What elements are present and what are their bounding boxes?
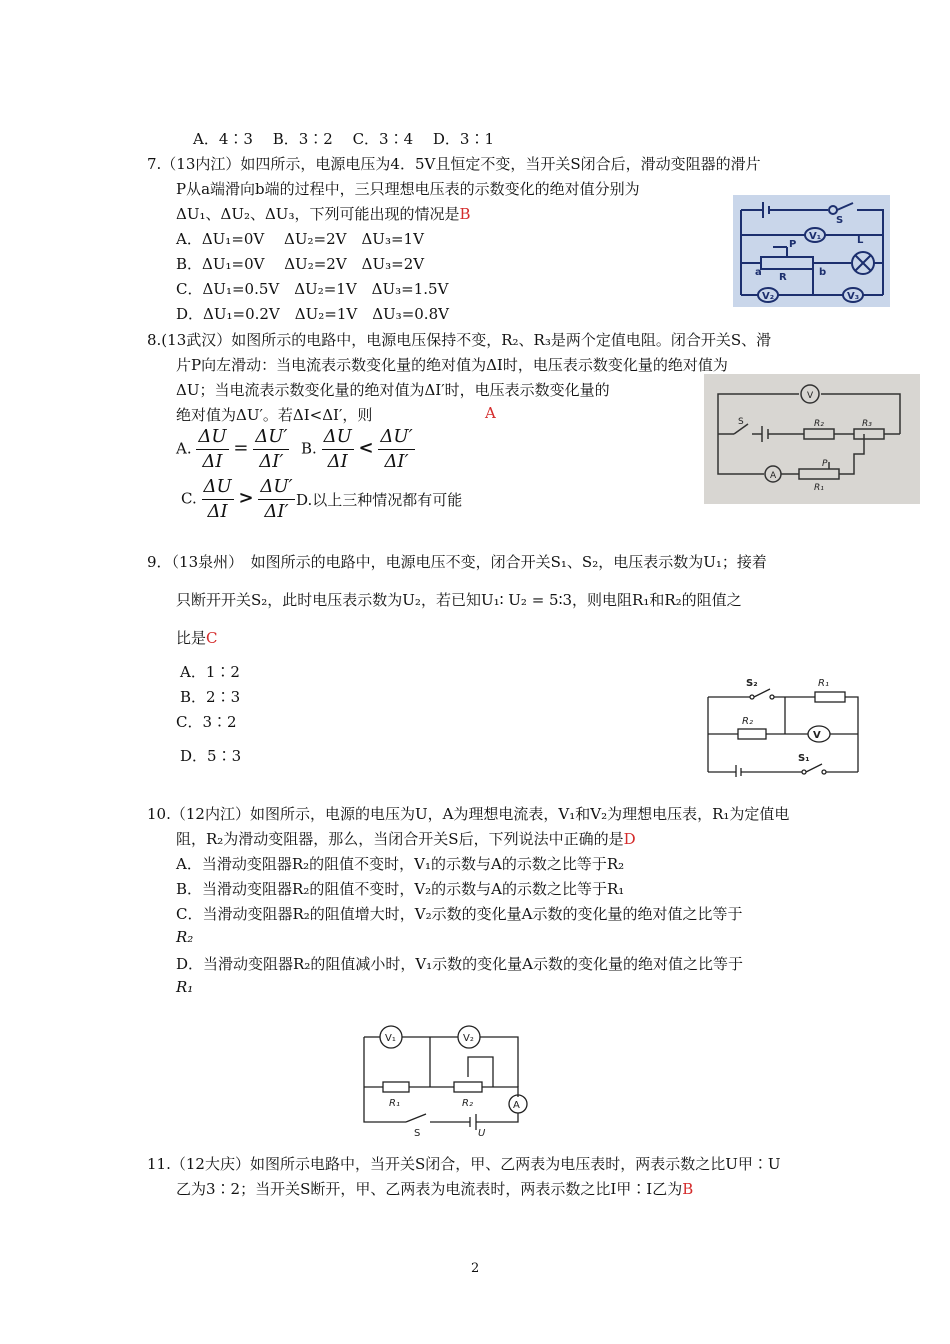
q10-label-v2: V₂	[463, 1033, 474, 1044]
q9-label-r2: R₂	[742, 716, 753, 727]
q9-line2: 只断开开关S₂，此时电压表示数为U₂，若已知U₁∶ U₂ = 5∶3，则电阻R₁和R₂的阻值之	[176, 591, 742, 609]
q7-option-c: C．ΔU₁=0.5V ΔU₂=1V ΔU₃=1.5V	[176, 280, 449, 298]
q10-option-c-line2: R₂	[176, 928, 194, 946]
q9-option-a: A．1∶2	[180, 663, 240, 681]
q9-label-s1: S₁	[798, 753, 810, 764]
q8-line1: 8.(13武汉）如图所示的电路中，电源电压保持不变，R₂、R₃是两个定值电阻。闭合开关S、滑	[147, 331, 772, 349]
q10-line1: 10.（12内江）如图所示，电源的电压为U，A为理想电流表，V₁和V₂为理想电压表，R₁为定值电	[147, 805, 790, 823]
q7-answer: B	[459, 205, 471, 223]
q7-option-b: B．ΔU₁=0V ΔU₂=2V ΔU₃=2V	[176, 255, 425, 273]
q9-circuit-figure	[700, 672, 865, 777]
q7-option-a: A．ΔU₁=0V ΔU₂=2V ΔU₃=1V	[176, 230, 424, 248]
q10-answer: D	[623, 830, 636, 848]
q9-line1: 9．（13泉州） 如图所示的电路中，电源电压不变，闭合开关S₁、S₂，电压表示数为U₁；接着	[147, 553, 767, 571]
q7-label-b: b	[819, 267, 827, 278]
q7-label-r: R	[779, 272, 787, 283]
q9-option-c: C．3∶2	[176, 713, 237, 731]
q7-label-p: P	[789, 239, 797, 250]
q9-label-s2: S₂	[746, 678, 758, 689]
q7-figure-background	[733, 195, 890, 307]
q10-option-d-line2: R₁	[176, 978, 194, 996]
q9-line3: 比是C	[176, 629, 218, 647]
q10-option-d-line1: D．当滑动变阻器R₂的阻值减小时，V₁示数的变化量A示数的变化量的绝对值之比等于	[176, 955, 744, 973]
q7-option-d: D．ΔU₁=0.2V ΔU₂=1V ΔU₃=0.8V	[176, 305, 449, 323]
q11-line1: 11.（12大庆）如图所示电路中，当开关S闭合，甲、乙两表为电压表时，两表示数之比U甲∶U	[147, 1155, 781, 1173]
q7-line3: ΔU₁、ΔU₂、ΔU₃，下列可能出现的情况是B	[176, 205, 471, 223]
q8-label-p: P	[822, 459, 828, 469]
q7-label-s: S	[836, 215, 844, 226]
q7-label-v1: V₁	[809, 231, 822, 242]
q6-options: A．4∶3 B．3∶2 C．3∶4 D．3∶1	[193, 130, 495, 148]
q7-label-v3: V₃	[847, 291, 860, 302]
q8-answer: A	[485, 404, 496, 422]
q9-answer: C	[206, 629, 218, 647]
q8-option-a: A. $\frac{\Delta U}{\Delta I}$ = $\frac{\Delta U'}{\Delta I'}$	[176, 426, 288, 472]
q9-label-r1: R₁	[818, 678, 829, 689]
q10-label-u: U	[478, 1128, 486, 1139]
q8-label-r1: R₁	[814, 483, 824, 493]
q9-option-b: B．2∶3	[180, 688, 241, 706]
q8-option-b: B. $\frac{\Delta U}{\Delta I}$ < $\frac{\Delta U'}{\Delta I'}$	[301, 426, 413, 472]
q8-label-r2: R₂	[814, 419, 824, 429]
q7-label-l: L	[857, 235, 864, 246]
q10-label-s: S	[414, 1128, 421, 1139]
q10-option-a: A．当滑动变阻器R₂的阻值不变时，V₁的示数与A的示数之比等于R₂	[176, 855, 625, 873]
q11-line2: 乙为3∶2；当开关S断开，甲、乙两表为电流表时，两表示数之比I甲∶I乙为B	[176, 1180, 694, 1198]
q8-label-s: S	[738, 417, 744, 427]
page-number: 2	[471, 1261, 480, 1276]
q7-line1: 7.（13内江）如四所示，电源电压为4．5V且恒定不变，当开关S闭合后，滑动变阻器的滑片	[147, 155, 761, 173]
q10-label-v1: V₁	[385, 1033, 396, 1044]
q11-answer: B	[682, 1180, 694, 1198]
q10-line2: 阻，R₂为滑动变阻器，那么，当闭合开关S后，下列说法中正确的是D	[176, 830, 636, 848]
q8-line3: ΔU；当电流表示数变化量的绝对值为ΔI′时，电压表示数变化量的	[176, 381, 610, 399]
q10-label-a: A	[513, 1100, 520, 1111]
q10-option-b: B．当滑动变阻器R₂的阻值不变时，V₂的示数与A的示数之比等于R₁	[176, 880, 625, 898]
q8-line2: 片P向左滑动：当电流表示数变化量的绝对值为ΔI时，电压表示数变化量的绝对值为	[176, 356, 728, 374]
q10-option-c-line1: C．当滑动变阻器R₂的阻值增大时，V₂示数的变化量A示数的变化量的绝对值之比等于	[176, 905, 743, 923]
q10-label-r1: R₁	[389, 1098, 400, 1109]
q8-option-c: C. $\frac{\Delta U}{\Delta I}$ > $\frac{\Delta U'}{\Delta I'}$	[181, 476, 293, 522]
q9-option-d: D．5∶3	[180, 747, 242, 765]
q8-line4: 绝对值为ΔU′。若ΔI<ΔI′，则	[176, 406, 373, 424]
q9-label-v: V	[813, 730, 821, 741]
q7-line2: P从a端滑向b端的过程中，三只理想电压表的示数变化的绝对值分别为	[176, 180, 640, 198]
q8-option-d: D.以上三种情况都有可能	[296, 491, 463, 509]
q8-circuit-figure	[704, 374, 920, 504]
q8-label-r3: R₃	[862, 419, 872, 429]
q7-label-a: a	[755, 267, 762, 278]
q8-label-v: V	[807, 391, 814, 401]
q7-label-v2: V₂	[762, 291, 775, 302]
q8-label-a: A	[770, 471, 777, 481]
q10-circuit-figure	[358, 1022, 533, 1140]
q10-label-r2: R₂	[462, 1098, 473, 1109]
q7-circuit-figure	[733, 195, 890, 307]
